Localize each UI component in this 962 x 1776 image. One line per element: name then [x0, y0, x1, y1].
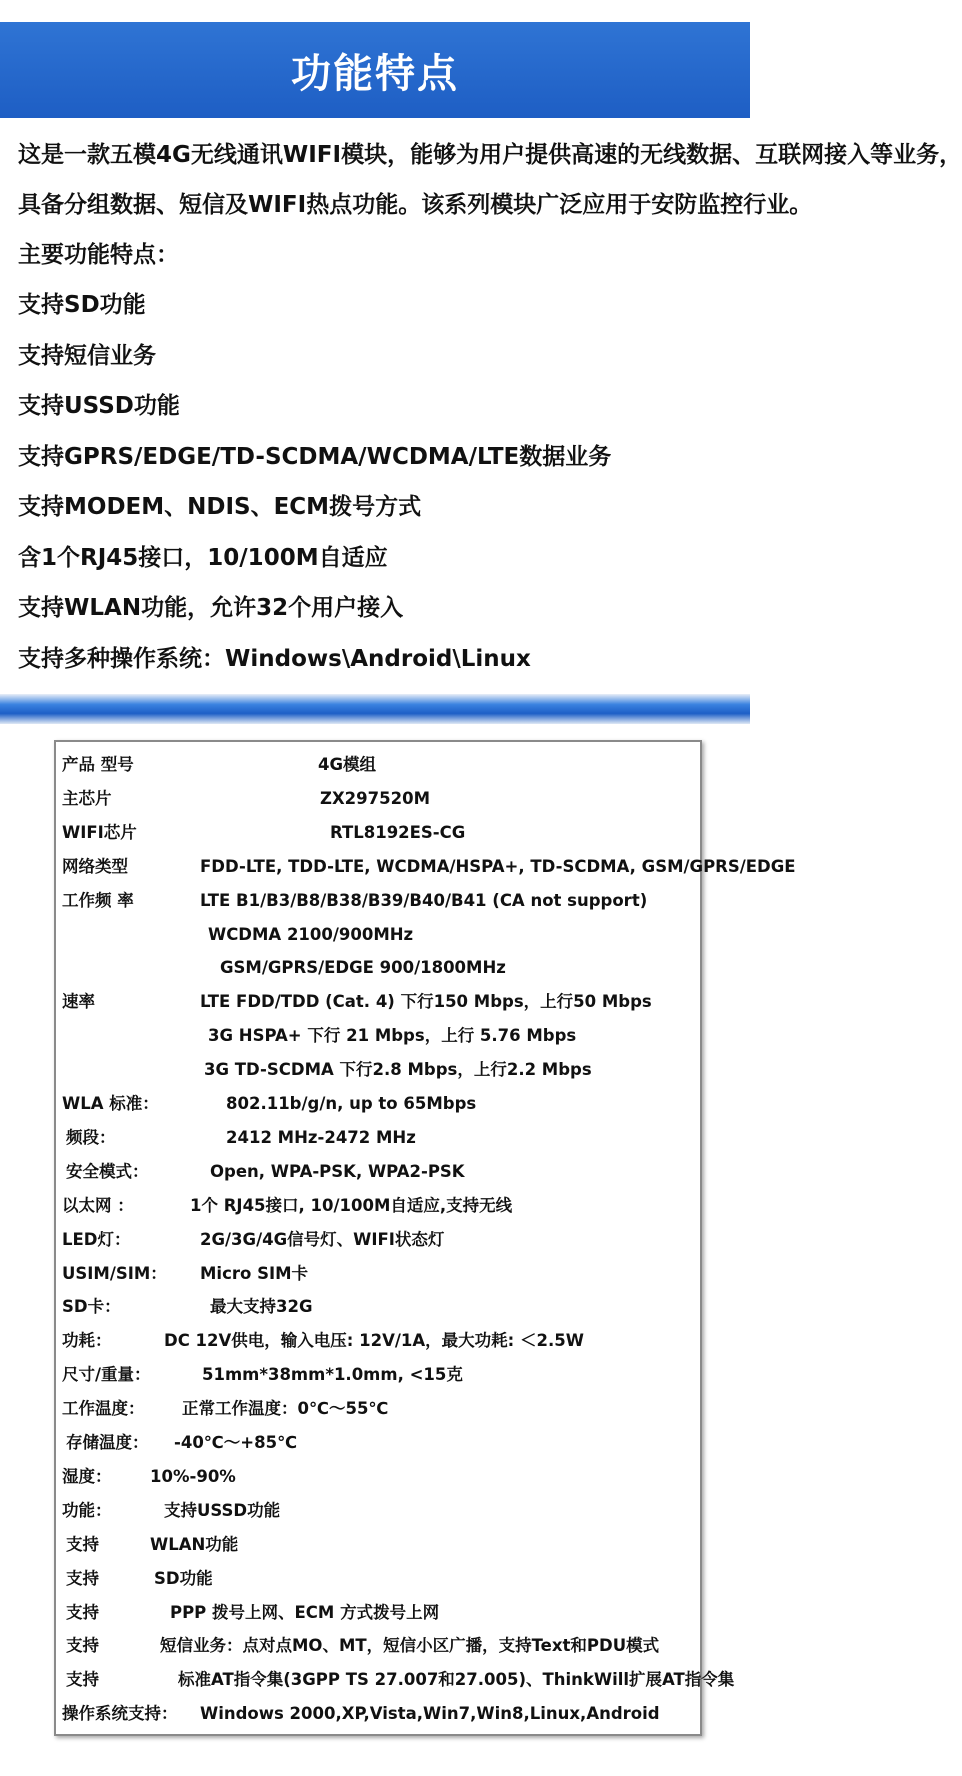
spec-label: 支持 [66, 1602, 99, 1622]
spec-row [56, 951, 696, 985]
features-heading: 主要功能特点： [18, 242, 179, 268]
spec-row [56, 884, 696, 918]
spec-label: 工作温度： [62, 1399, 145, 1419]
spec-value: WCDMA 2100/900MHz [208, 924, 414, 944]
spec-label: 速率 [62, 992, 95, 1012]
spec-value: LTE FDD/TDD (Cat. 4) 下行150 Mbps，上行50 Mbps [200, 992, 652, 1012]
spec-table [54, 740, 796, 1736]
spec-label: 湿度： [62, 1466, 112, 1486]
spec-value: 标准AT指令集(3GPP TS 27.007和27.005)、ThinkWill扩展AT指令集 [178, 1670, 735, 1690]
spec-row [56, 918, 696, 952]
spec-value: FDD-LTE, TDD-LTE, WCDMA/HSPA+, TD-SCDMA, GSM/GPRS/EDGE [200, 856, 796, 876]
spec-label: USIM/SIM： [62, 1263, 167, 1283]
spec-value: DC 12V供电，输入电压: 12V/1A，最大功耗: ＜2.5W [164, 1331, 584, 1351]
spec-value: ZX297520M [320, 788, 430, 808]
spec-row [56, 1189, 696, 1223]
spec-row [56, 1155, 696, 1189]
feature-item: 支持短信业务 [18, 342, 156, 369]
spec-label: 以太网 ： [62, 1195, 134, 1215]
spec-label: 支持 [66, 1636, 99, 1656]
intro-section [0, 118, 962, 684]
spec-row [56, 1290, 696, 1324]
intro-line: 这是一款五模4G无线通讯WIFI模块，能够为用户提供高速的无线数据、互联网接入等业务， [18, 142, 962, 168]
spec-value: Windows 2000,XP,Vista,Win7,Win8,Linux,Android [200, 1704, 660, 1724]
spec-row [56, 1087, 696, 1121]
spec-row [56, 1121, 696, 1155]
feature-item: 支持WLAN功能，允许32个用户接入 [18, 595, 404, 621]
feature-item: 含1个RJ45接口，10/100M自适应 [18, 544, 388, 571]
spec-label: 产品 型号 [62, 755, 134, 774]
feature-item: 支持多种操作系统：Windows\Android\Linux [18, 645, 531, 672]
spec-row [56, 850, 796, 884]
spec-row [56, 1629, 696, 1663]
feature-item: 支持USSD功能 [18, 393, 180, 419]
top-gap [0, 0, 750, 22]
spec-label: 操作系统支持： [62, 1704, 178, 1724]
spec-row [56, 1324, 696, 1358]
spec-value: SD功能 [154, 1568, 213, 1588]
spec-row [56, 816, 696, 850]
spec-row [56, 1019, 696, 1053]
intro-line: 具备分组数据、短信及WIFI热点功能。该系列模块广泛应用于安防监控行业。 [18, 192, 813, 218]
spec-row [56, 1494, 696, 1528]
spec-value: PPP 拨号上网、ECM 方式拨号上网 [170, 1602, 440, 1622]
spec-label: 网络类型 [62, 856, 128, 876]
spec-value: 3G TD-SCDMA 下行2.8 Mbps，上行2.2 Mbps [204, 1060, 592, 1080]
spec-label: 支持 [66, 1534, 99, 1554]
spec-row [56, 1596, 696, 1630]
spec-label: 安全模式： [66, 1161, 149, 1181]
spec-value: LTE B1/B3/B8/B38/B39/B40/B41 (CA not support) [200, 890, 648, 910]
spec-value: RTL8192ES-CG [330, 822, 466, 842]
spec-value: 3G HSPA+ 下行 21 Mbps，上行 5.76 Mbps [208, 1026, 577, 1046]
spec-value: 10%-90% [150, 1466, 236, 1486]
spec-value: 支持USSD功能 [164, 1500, 281, 1520]
spec-label: 存储温度： [66, 1433, 149, 1452]
spec-value: WLAN功能 [150, 1534, 239, 1554]
spec-value: GSM/GPRS/EDGE 900/1800MHz [220, 958, 506, 978]
spec-label: 主芯片 [62, 788, 112, 808]
spec-value: 51mm*38mm*1.0mm, <15克 [202, 1365, 463, 1385]
divider-band [0, 694, 750, 724]
spec-label: WIFI芯片 [62, 822, 137, 842]
spec-label: 支持 [66, 1670, 99, 1690]
page-title: 功能特点 [291, 50, 459, 97]
spec-row [56, 1358, 696, 1392]
spec-row [56, 1053, 696, 1087]
spec-value: Micro SIM卡 [200, 1263, 309, 1283]
spec-value: 1个 RJ45接口, 10/100M自适应,支持无线 [190, 1195, 513, 1215]
spec-value: 短信业务：点对点MO、MT，短信小区广播，支持Text和PDU模式 [160, 1636, 660, 1656]
spec-label: 尺寸/重量： [62, 1365, 151, 1385]
feature-item: 支持GPRS/EDGE/TD-SCDMA/WCDMA/LTE数据业务 [18, 443, 612, 470]
feature-item: 支持SD功能 [18, 292, 146, 318]
header-banner [0, 22, 750, 118]
spec-value: 正常工作温度：0℃～55℃ [182, 1399, 389, 1419]
spec-row [56, 985, 696, 1019]
spec-label: LED灯： [62, 1229, 131, 1249]
spec-row [56, 1257, 696, 1291]
spec-label: 功能： [62, 1500, 112, 1520]
spec-label: 工作频 率 [62, 890, 134, 910]
spec-label: 频段： [66, 1127, 116, 1147]
spec-row [56, 1460, 696, 1494]
spec-label: WLA 标准： [62, 1094, 159, 1113]
feature-list [18, 280, 742, 684]
spec-value: -40℃～+85℃ [174, 1433, 298, 1452]
spec-row [56, 1223, 696, 1257]
spec-label: 功耗： [62, 1331, 112, 1351]
spec-value: Open, WPA-PSK, WPA2-PSK [210, 1161, 465, 1181]
spec-label: 支持 [66, 1568, 99, 1588]
spec-row [56, 1663, 735, 1697]
spec-row [56, 748, 696, 782]
spec-value: 4G模组 [318, 755, 377, 774]
spec-row [56, 1426, 696, 1460]
spec-row [56, 1528, 696, 1562]
feature-item: 支持MODEM、NDIS、ECM拨号方式 [18, 494, 422, 520]
spec-value: 2G/3G/4G信号灯、WIFI状态灯 [200, 1229, 445, 1249]
spec-label: SD卡： [62, 1297, 121, 1317]
spec-row [56, 1392, 696, 1426]
spec-row [56, 1697, 696, 1731]
spec-value: 2412 MHz-2472 MHz [226, 1127, 416, 1147]
spec-value: 802.11b/g/n, up to 65Mbps [226, 1094, 477, 1113]
spec-row [56, 782, 696, 816]
spec-value: 最大支持32G [210, 1297, 313, 1317]
spec-row [56, 1562, 696, 1596]
